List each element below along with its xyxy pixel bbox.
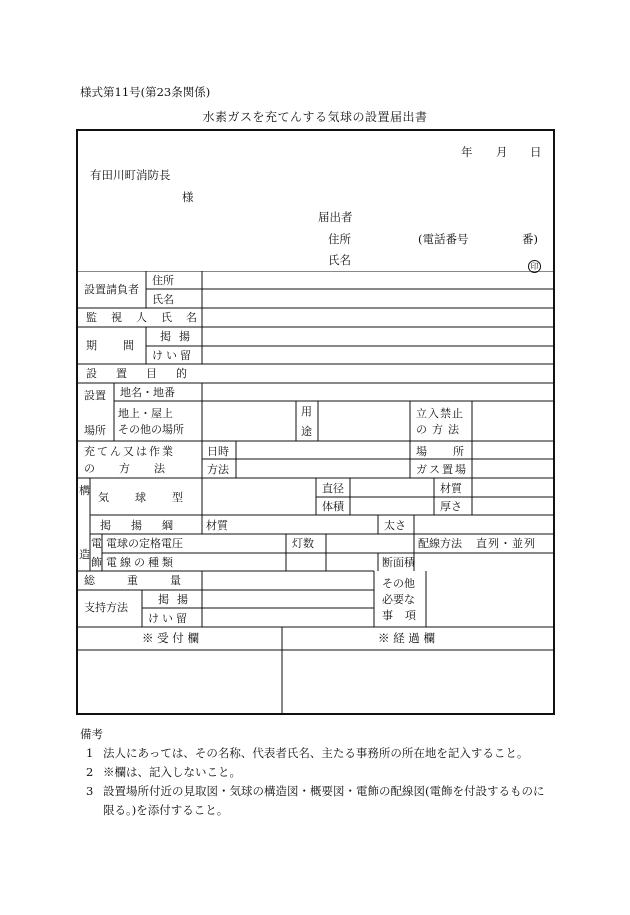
label-rope-material: 材質	[206, 519, 228, 532]
label-requester: 設置請負者	[84, 283, 139, 296]
notes-heading: 備考	[80, 727, 103, 741]
honorific: 様	[182, 190, 194, 204]
label-diameter: 直径	[322, 482, 344, 495]
label-method: 方法	[207, 463, 229, 476]
label-use-b: 途	[301, 425, 312, 438]
label-place-b: 場所	[84, 424, 106, 437]
label-support-display: 掲揚	[158, 593, 196, 606]
label-purpose: 設置目的	[86, 367, 206, 380]
applicant-name-label: 氏名	[328, 253, 351, 267]
applicant-label: 届出者	[318, 210, 353, 224]
phone-open: (電話番号	[418, 232, 469, 246]
label-progress: ※ 経 過 欄	[378, 631, 435, 645]
label-keepout-2: の方法	[416, 423, 464, 436]
phone-close: 番)	[522, 232, 538, 246]
label-use-a: 用	[301, 405, 312, 418]
seal-icon: 印	[528, 260, 541, 273]
label-period-display: 掲揚	[160, 330, 198, 343]
label-wiring-method: 配線方法	[418, 537, 462, 550]
label-keepout-1: 立入禁止	[416, 407, 464, 420]
label-wiring-choice: 直列・並列	[476, 537, 536, 550]
label-volume: 体積	[322, 500, 344, 513]
label-other-3: 事項	[382, 609, 428, 622]
date-month: 月	[496, 145, 508, 159]
label-structure-b: 造	[79, 548, 90, 561]
application-table	[78, 271, 555, 715]
applicant-address-label: 住所	[328, 232, 351, 246]
label-deco-b: 飾	[91, 556, 102, 569]
label-deco-a: 電	[91, 537, 102, 550]
label-period-mooring: けい留	[152, 349, 194, 362]
date-year: 年	[461, 145, 473, 159]
label-site: 場所	[416, 445, 490, 458]
label-wire-type: 電線の種類	[106, 556, 176, 569]
label-datetime: 日時	[207, 445, 229, 458]
label-rope: 掲揚綱	[100, 519, 193, 532]
label-material: 材質	[440, 482, 462, 495]
label-fill-2: の方法	[84, 462, 189, 475]
label-thickness: 厚さ	[440, 500, 462, 513]
note-item-1: 1 法人にあっては、その名称、代表者氏名、主たる事務所の所在地を記入すること。	[86, 746, 529, 760]
label-requester-name: 氏名	[152, 293, 174, 306]
label-ground-2: その他の場所	[118, 423, 184, 436]
note-item-2: 2 ※欄は、記入しないこと。	[86, 765, 241, 779]
label-fill-1: 充てん又は作業	[84, 445, 175, 458]
notes	[80, 725, 583, 820]
label-cross-section: 断面積	[382, 556, 415, 569]
label-lot: 地名・地番	[120, 386, 175, 399]
label-ground-1: 地上・屋上	[118, 407, 173, 420]
label-lamp-count: 灯数	[292, 537, 314, 550]
note-item-3: 3 設置場所付近の見取図・気球の構造図・概要図・電飾の配線図(電飾を付設するものに限る。)を添付すること。	[86, 784, 545, 817]
label-rope-thickness: 太さ	[384, 519, 406, 532]
label-support-mooring: けい留	[148, 612, 190, 625]
label-place-a: 設置	[84, 389, 106, 402]
label-structure-a: 構	[79, 484, 90, 497]
label-other-1: その他	[382, 577, 415, 590]
label-reception: ※ 受 付 欄	[142, 631, 199, 645]
date-day: 日	[530, 145, 542, 159]
page-title: 水素ガスを充てんする気球の設置届出書	[202, 110, 428, 124]
form-number: 様式第11号(第23条関係)	[80, 85, 211, 99]
label-gas-storage: ガス置場	[416, 463, 468, 476]
label-rated-voltage: 電球の定格電圧	[106, 537, 183, 550]
label-requester-address: 住所	[152, 274, 174, 287]
recipient: 有田川町消防長	[90, 168, 171, 182]
label-support: 支持方法	[84, 601, 128, 614]
label-supervisor: 監視人氏名	[86, 311, 211, 324]
label-other-2: 必要な	[382, 593, 415, 606]
label-total-weight: 総重量	[84, 574, 213, 587]
label-balloon-type: 気球型	[98, 491, 209, 504]
label-period: 期間	[86, 339, 160, 352]
